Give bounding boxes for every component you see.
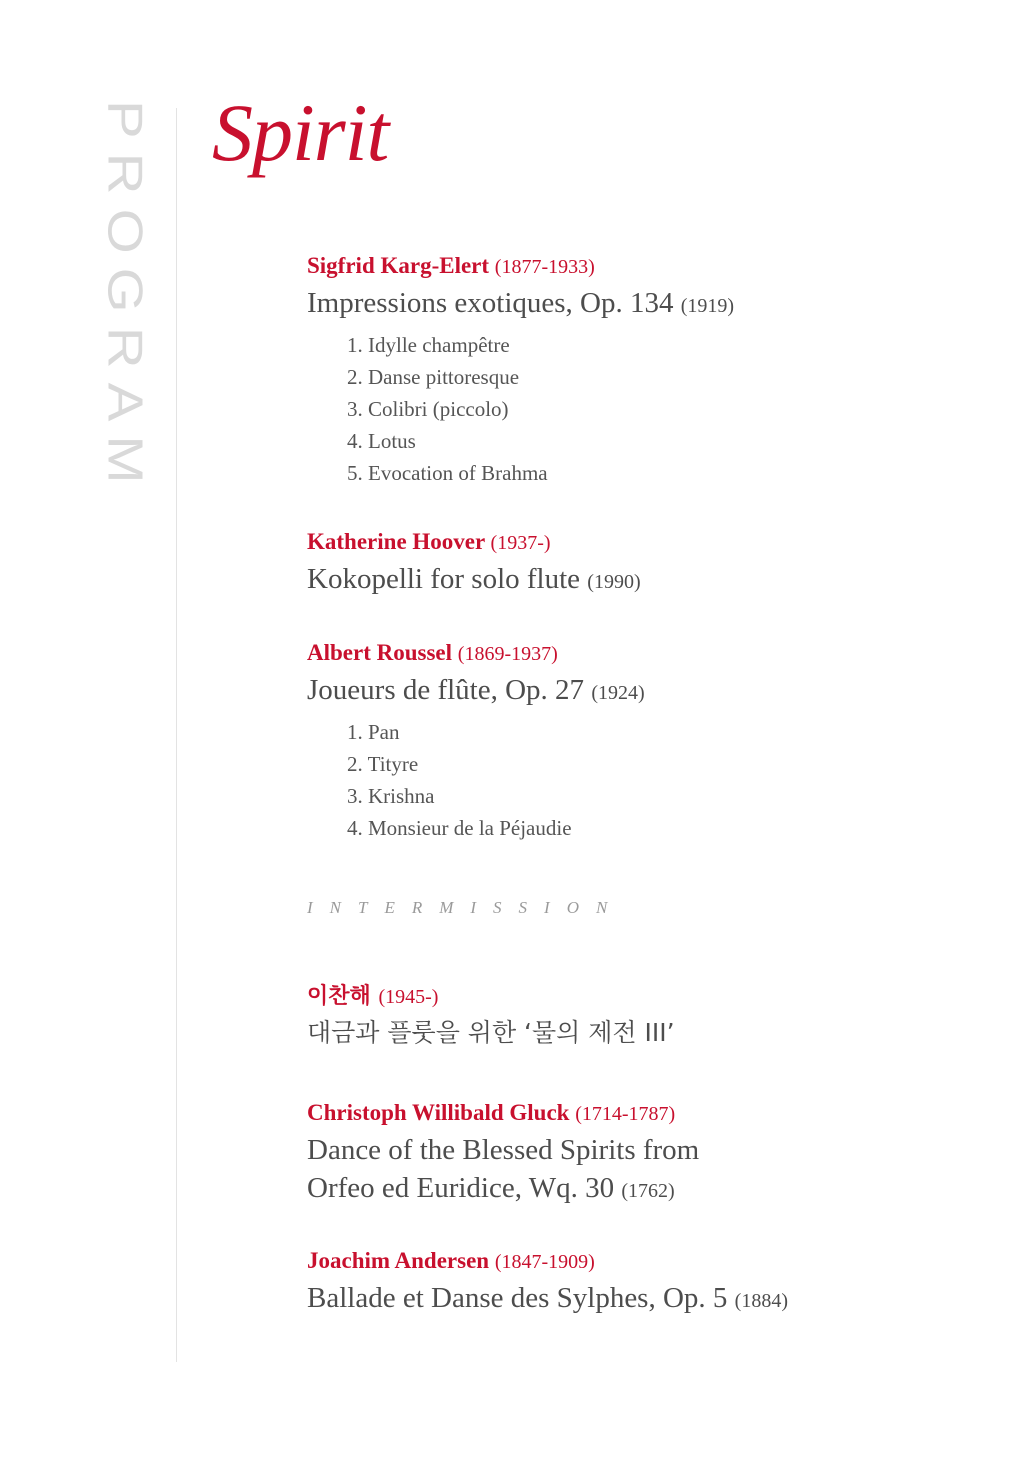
composer-name [307, 252, 734, 280]
work-title [307, 560, 641, 601]
composer-years: (1937-) [490, 532, 551, 554]
composer-name [307, 639, 645, 667]
work-label: 대금과 플룻을 위한 ‘물의 제전 III’ [307, 1018, 675, 1048]
composer-label: Christoph Willibald Gluck [307, 1100, 570, 1125]
movement-item: 4. Lotus [347, 428, 416, 453]
movement-list [347, 329, 734, 489]
side-divider [176, 108, 177, 1362]
work-title [307, 1279, 788, 1320]
work-title [307, 284, 734, 325]
composer-label: Sigfrid Karg-Elert [307, 253, 490, 278]
composer-name [307, 1247, 788, 1275]
work-title [307, 1014, 675, 1052]
movement-list [347, 716, 645, 844]
work-year: (1990) [587, 570, 641, 593]
work-label: Orfeo ed Euridice, Wq. 30 [307, 1171, 615, 1204]
movement-item: 5. Evocation of Brahma [347, 460, 548, 485]
work-title [307, 671, 645, 712]
work-label: Kokopelli for solo flute [307, 562, 581, 595]
composer-years: (1945-) [378, 986, 439, 1008]
work-year: (1884) [734, 1289, 788, 1312]
program-item-roussel [307, 639, 645, 844]
composer-years: (1877-1933) [494, 256, 595, 278]
program-item-hoover [307, 528, 641, 601]
work-year: (1762) [621, 1179, 675, 1202]
work-year: (1919) [680, 294, 735, 317]
program-item-andersen [307, 1247, 788, 1320]
intermission-label: INTERMISSION [307, 898, 625, 917]
page-title: Spirit [212, 87, 389, 178]
work-label: Ballade et Danse des Sylphes, Op. 5 [307, 1281, 728, 1314]
movement-item: 4. Monsieur de la Péjaudie [347, 815, 572, 840]
composer-years: (1714-1787) [575, 1103, 676, 1125]
composer-label: Albert Roussel [307, 640, 453, 665]
composer-label: Katherine Hoover [307, 529, 485, 554]
composer-years: (1869-1937) [457, 643, 558, 665]
composer-name [307, 984, 675, 1010]
movement-item: 2. Danse pittoresque [347, 364, 520, 389]
work-year: (1924) [591, 681, 645, 704]
work-title [307, 1131, 699, 1210]
work-label: Joueurs de flûte, Op. 27 [307, 673, 585, 706]
work-label-line1: Dance of the Blessed Spirits from [307, 1133, 700, 1166]
program-item-karg-elert [307, 252, 734, 489]
movement-item: 3. Colibri (piccolo) [347, 396, 509, 421]
composer-label: Joachim Andersen [307, 1248, 490, 1273]
movement-item: 2. Tityre [347, 751, 419, 776]
movement-item: 1. Idylle champêtre [347, 332, 510, 357]
composer-name [307, 1099, 699, 1127]
program-item-gluck [307, 1099, 699, 1210]
composer-name [307, 528, 641, 556]
composer-label: 이찬해 [307, 984, 371, 1009]
work-label: Impressions exotiques, Op. 134 [307, 286, 674, 319]
side-label: PROGRAM [97, 100, 153, 498]
program-item-lee-chanhae [307, 984, 675, 1052]
movement-item: 3. Krishna [347, 783, 435, 808]
composer-years: (1847-1909) [494, 1251, 595, 1273]
movement-item: 1. Pan [347, 719, 400, 744]
